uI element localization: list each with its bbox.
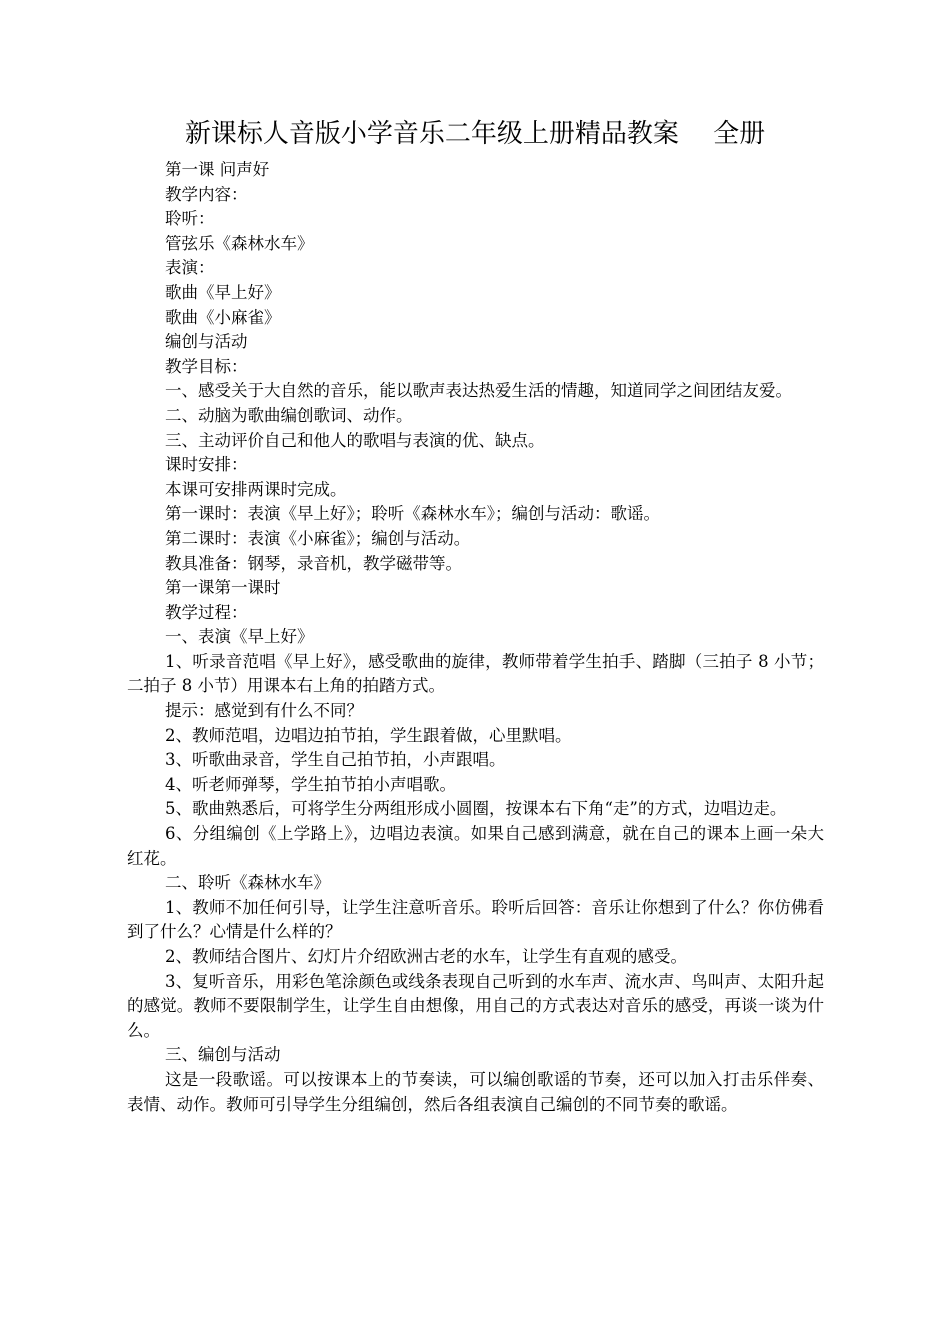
paragraph: 课时安排： <box>165 455 248 475</box>
paragraph: 2、教师范唱，边唱边拍节拍，学生跟着做，心里默唱。 <box>165 725 572 745</box>
paragraph: 三、主动评价自己和他人的歌唱与表演的优、缺点。 <box>165 430 545 450</box>
paragraph: 第二课时：表演《小麻雀》；编创与活动。 <box>165 528 471 548</box>
paragraph: 表演： <box>165 258 215 278</box>
paragraph: 一、表演《早上好》 <box>165 627 314 647</box>
paragraph: 提示：感觉到有什么不同？ <box>165 701 363 721</box>
document-title: 新课标人音版小学音乐二年级上册精品教案 全册 <box>184 119 766 149</box>
paragraph: 歌曲《早上好》 <box>165 282 281 302</box>
paragraph: 一、感受关于大自然的音乐，能以歌声表达热爱生活的情趣，知道同学之间团结友爱。 <box>165 381 792 401</box>
paragraph: 3、听歌曲录音，学生自己拍节拍，小声跟唱。 <box>165 750 506 770</box>
paragraph: 第一课第一课时 <box>165 578 281 598</box>
paragraph: 三、编创与活动 <box>165 1045 281 1065</box>
paragraph: 教具准备：钢琴，录音机，教学磁带等。 <box>165 553 462 573</box>
document-body <box>127 158 824 1117</box>
paragraph: 5、歌曲熟悉后，可将学生分两组形成小圆圈，按课本右下角“走”的方式，边唱边走。 <box>165 799 787 819</box>
paragraph: 1、教师不加任何引导，让学生注意听音乐。聆听后回答：音乐让你想到了什么？你仿佛看到了什么？心情是什么样的？ <box>127 897 824 942</box>
paragraph: 第一课 问声好 <box>165 160 270 179</box>
paragraph: 第一课时：表演《早上好》；聆听《森林水车》；编创与活动：歌谣。 <box>165 504 660 524</box>
paragraph: 6、分组编创《上学路上》，边唱边表演。如果自己感到满意，就在自己的课本上画一朵大红花。 <box>127 824 824 868</box>
paragraph: 3、复听音乐，用彩色笔涂颜色或线条表现自己听到的水车声、流水声、鸟叫声、太阳升起的感觉。教师不要限制学生，让学生自由想像，用自己的方式表达对音乐的感受，再谈一谈为什么。 <box>127 971 824 1040</box>
paragraph: 编创与活动 <box>165 332 248 352</box>
paragraph: 这是一段歌谣。可以按课本上的节奏读，可以编创歌谣的节奏，还可以加入打击乐伴奏、表情、动作。教师可引导学生分组编创，然后各组表演自己编创的不同节奏的歌谣。 <box>127 1069 824 1114</box>
paragraph: 4、听老师弹琴，学生拍节拍小声唱歌。 <box>165 774 456 794</box>
paragraph: 聆听： <box>165 209 215 229</box>
paragraph: 教学过程： <box>165 602 248 622</box>
paragraph: 2、教师结合图片、幻灯片介绍欧洲古老的水车，让学生有直观的感受。 <box>165 947 687 966</box>
paragraph: 本课可安排两课时完成。 <box>165 479 347 499</box>
paragraph: 管弦乐《森林水车》 <box>165 233 314 253</box>
paragraph: 二、聆听《森林水车》 <box>165 873 330 893</box>
paragraph: 教学目标： <box>165 356 248 376</box>
paragraph: 二、动脑为歌曲编创歌词、动作。 <box>165 405 413 425</box>
paragraph: 教学内容： <box>165 184 248 204</box>
paragraph: 1、听录音范唱《早上好》，感受歌曲的旋律，教师带着学生拍手、踏脚（三拍子 8 小节；二拍子 8 小节）用课本右上角的拍踏方式。 <box>127 651 824 696</box>
paragraph: 歌曲《小麻雀》 <box>165 307 281 327</box>
